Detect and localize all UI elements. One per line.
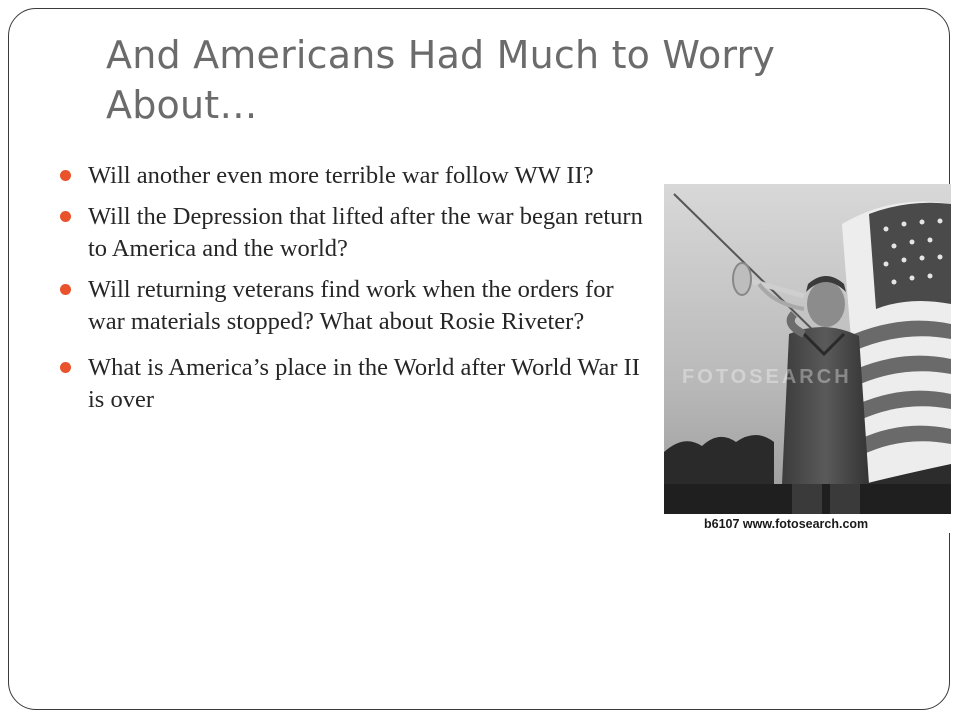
bullet-text: Will the Depression that lifted after the war began return to America and the world? — [88, 203, 643, 262]
photo-watermark: FOTOSEARCH — [682, 366, 852, 388]
slide-title: And Americans Had Much to Worry About… — [106, 33, 776, 127]
bullet-text: Will another even more terrible war follow WW II? — [88, 162, 594, 189]
bullet-item — [60, 352, 650, 416]
bullet-list — [60, 160, 650, 427]
bullet-text: What is America’s place in the World after World War II is over — [88, 354, 640, 413]
bullet-dot-icon — [60, 284, 71, 295]
bullet-item — [60, 274, 650, 338]
bugler-photo — [664, 184, 951, 533]
bullet-item — [60, 201, 650, 265]
photo-caption: b6107 www.fotosearch.com — [704, 517, 869, 531]
bullet-text: Will returning veterans find work when the orders for war materials stopped? What about Rosie Riveter? — [88, 276, 614, 335]
bullet-dot-icon — [60, 362, 71, 373]
bugler-photo-image — [664, 184, 951, 514]
bullet-dot-icon — [60, 170, 71, 181]
bullet-item — [60, 160, 650, 192]
bullet-dot-icon — [60, 211, 71, 222]
